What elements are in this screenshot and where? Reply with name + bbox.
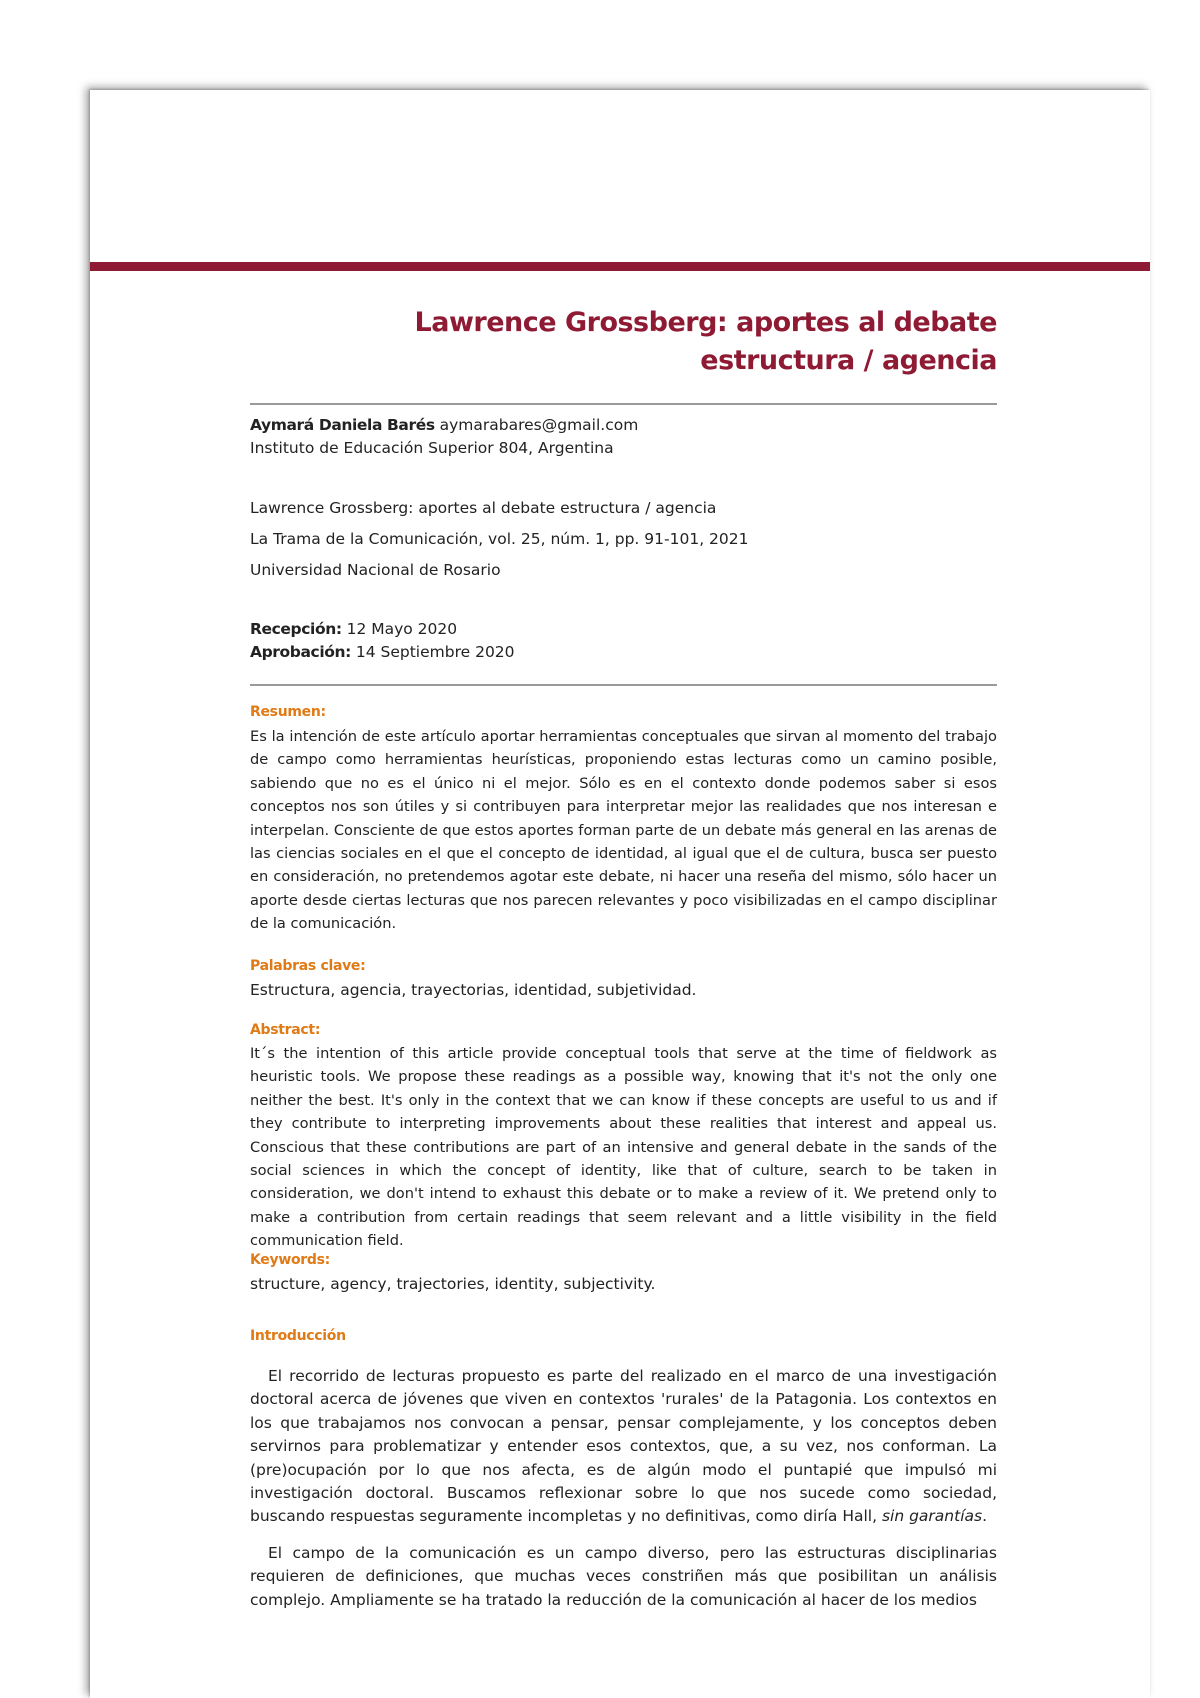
keywords-text: structure, agency, trajectories, identity, subjectivity. — [250, 1275, 656, 1293]
italic-phrase: sin garantías — [881, 1507, 983, 1526]
introduccion-body — [250, 1365, 997, 1612]
abstract-text: It´s the intention of this article provide conceptual tools that serve at the time of fieldwork as heuristic tools. We propose these readings as a possible way, knowing that it's not the only one neither the best. It's only in the context that we can know if these concepts are useful to us and if they contribute to interpreting improvements about these realities that interest and appeal us. Conscious that these contributions are part of an intensive and general debate in the sands of the social sciences in which the concept of identity, like that of culture, search to be taken in consideration, we don't intend to exhaust this debate or to make a review of it. We pretend only to make a contribution from certain readings that seem relevant and a little visibility in the field communication field. — [250, 1045, 997, 1250]
article-title-line-1: Lawrence Grossberg: aportes al debate — [414, 307, 997, 338]
citation-line-3: Universidad Nacional de Rosario — [250, 561, 501, 579]
reception-date: 12 Mayo 2020 — [346, 620, 458, 638]
article-title — [297, 304, 997, 380]
dates-block — [250, 618, 997, 664]
keywords-heading: Keywords: — [250, 1252, 330, 1268]
introduccion-heading: Introducción — [250, 1328, 346, 1344]
article-title-line-2: estructura / agencia — [700, 345, 997, 376]
author-block — [250, 414, 997, 460]
author-name: Aymará Daniela Barés — [250, 416, 435, 434]
approval-label: Aprobación: — [250, 643, 351, 661]
introduccion-paragraph-2: El campo de la comunicación es un campo diverso, pero las estructuras disciplinarias requieren de definiciones, que muchas veces constriñen más que posibilitan un análisis complejo. Ampliamente se ha tratado la reducción de la comunicación al hacer de los medios — [250, 1543, 997, 1609]
palabras-clave-text: Estructura, agencia, trayectorias, identidad, subjetividad. — [250, 981, 697, 999]
palabras-clave-heading: Palabras clave: — [250, 958, 366, 974]
citation-block — [250, 493, 997, 586]
citation-line-2: La Trama de la Comunicación, vol. 25, núm. 1, pp. 91-101, 2021 — [250, 530, 749, 548]
abstract-heading: Abstract: — [250, 1022, 321, 1038]
author-email[interactable]: aymarabares@gmail.com — [439, 416, 639, 434]
citation-line-1: Lawrence Grossberg: aportes al debate estructura / agencia — [250, 499, 717, 517]
reception-label: Recepción: — [250, 620, 342, 638]
divider-top — [250, 403, 997, 405]
resumen-text: Es la intención de este artículo aportar herramientas conceptuales que sirvan al momento del trabajo de campo como herramientas heurísticas, proponiendo estas lecturas como un camino posible, sabiendo que no es el único ni el mejor. Sólo es en el contexto donde podemos saber si esos conceptos nos son útiles y si contribuyen para interpretar mejor las realidades que nos interesan e interpelan. Consciente de que estos aportes forman parte de un debate más general en las arenas de las ciencias sociales en el que el concepto de identidad, al igual que el de cultura, busca ser puesto en consideración, no pretendemos agotar este debate, ni hacer una reseña del mismo, sólo hacer un aporte desde ciertas lecturas que nos parecen relevantes y poco visibilizadas en el campo disciplinar de la comunicación. — [250, 728, 997, 933]
author-institution: Instituto de Educación Superior 804, Argentina — [250, 439, 614, 457]
resumen-heading: Resumen: — [250, 704, 326, 720]
approval-date: 14 Septiembre 2020 — [355, 643, 515, 661]
introduccion-paragraph-1: El recorrido de lecturas propuesto es parte del realizado en el marco de una investigación doctoral acerca de jóvenes que viven en contextos 'rurales' de la Patagonia. Los contextos en los que trabajamos nos convocan a pensar, pensar complejamente, y los conceptos deben servirnos para problematizar y entender esos contextos, que, a su vez, nos conforman. La (pre)ocupación por lo que nos afecta, es de algún modo el puntapié que impulsó mi investigación doctoral. Buscamos reflexionar sobre lo que nos sucede como sociedad, buscando respuestas seguramente incompletas y no definitivas, como diría Hall, sin garantías. — [250, 1367, 997, 1526]
header-accent-bar — [90, 262, 1150, 271]
divider-middle — [250, 684, 997, 686]
